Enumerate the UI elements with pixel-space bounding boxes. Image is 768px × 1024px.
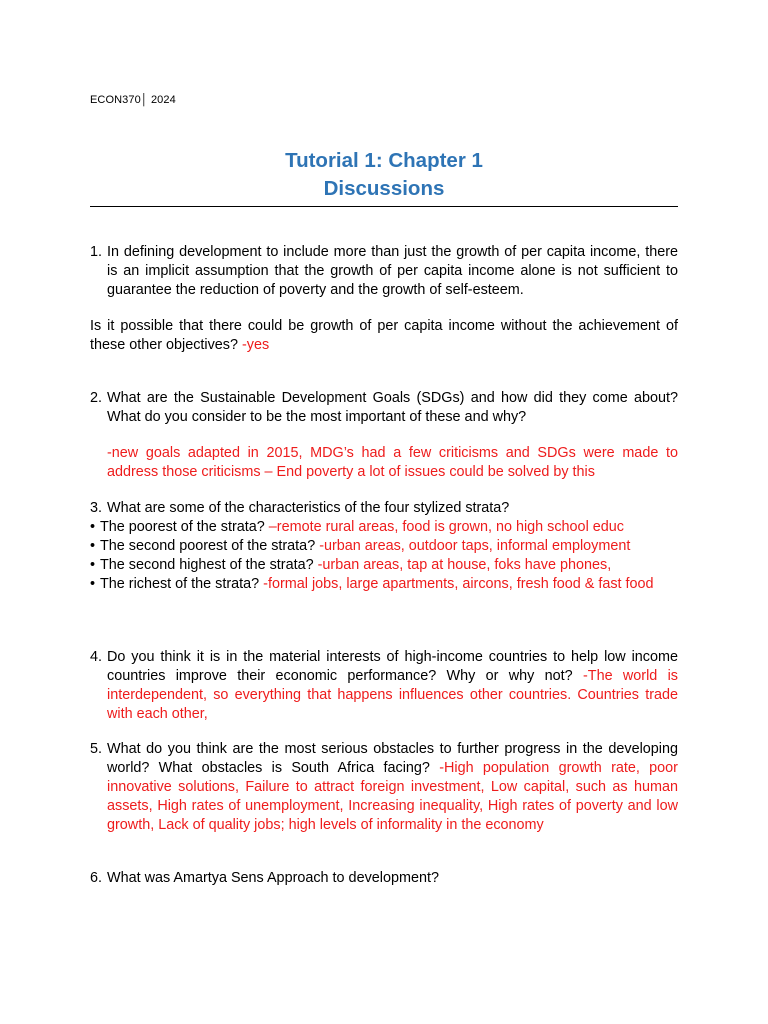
question-3-item — [90, 499, 678, 518]
question-5 — [90, 740, 678, 835]
question-text-with-answer — [107, 648, 678, 724]
question-number: 5. — [90, 741, 103, 757]
strata-bullet-4 — [90, 575, 678, 594]
question-2-answer — [107, 444, 678, 482]
question-2-item — [90, 389, 678, 427]
strata-bullet-1 — [90, 518, 678, 537]
question-text: In defining development to include more than just the growth of per capita income, there is an implicit assumption that the growth of per capita income alone is not sufficient to guarantee the reduction of poverty and the growth of self-esteem. — [107, 244, 678, 298]
bullet-answer: -urban areas, outdoor taps, informal employment — [315, 538, 631, 554]
question-3 — [90, 499, 678, 594]
question-text-with-answer — [107, 740, 678, 835]
question-1-item — [90, 243, 678, 300]
followup-text: Is it possible that there could be growth of per capita income without the achievement of these other objectives? — [90, 318, 678, 353]
answer-text: -High population growth rate, poor innovative solutions, Failure to attract foreign investment, Low capital, such as human assets, High rates of unemployment, Increasing inequality, High rates of poverty and low growth, Lack of quality jobs; high levels of informality in the economy — [107, 760, 678, 833]
question-text: What are some of the characteristics of the four stylized strata? — [107, 500, 510, 516]
answer-text: -new goals adapted in 2015, MDG’s had a few criticisms and SDGs were made to address those criticisms – End poverty a lot of issues could be solved by this — [107, 445, 678, 480]
bullet-icon: • — [90, 538, 96, 554]
course-code: ECON370│ 2024 — [90, 94, 176, 106]
question-text: What are the Sustainable Development Goals (SDGs) and how did they come about? What do you consider to be the most important of these and why? — [107, 390, 678, 425]
question-text: What do you think are the most serious obstacles to further progress in the developing world? What obstacles is South Africa facing? — [107, 741, 678, 776]
page-title-line-2: Discussions — [323, 177, 445, 200]
bullet-icon: • — [90, 576, 96, 592]
question-text: Do you think it is in the material interests of high-income countries to help low income countries improve their economic performance? Why or why not? — [107, 649, 678, 684]
bullet-question: The poorest of the strata? — [100, 519, 265, 535]
question-6-item — [90, 869, 678, 888]
question-number: 4. — [90, 649, 103, 665]
bullet-answer: -urban areas, tap at house, foks have phones, — [313, 557, 612, 573]
answer-text: -yes — [238, 337, 270, 353]
bullet-answer: –remote rural areas, food is grown, no high school educ — [264, 519, 624, 535]
strata-bullet-3 — [90, 556, 678, 575]
question-5-item — [90, 740, 678, 835]
bullet-text — [100, 537, 678, 556]
answer-text: -The world is interdependent, so everything that happens influences other countries. Countries trade with each other, — [107, 668, 678, 722]
page-title-line-1: Tutorial 1: Chapter 1 — [285, 149, 483, 172]
question-number: 1. — [90, 244, 103, 260]
bullet-answer: -formal jobs, large apartments, aircons, fresh food & fast food — [259, 576, 654, 592]
bullet-text — [100, 575, 678, 594]
question-4 — [90, 648, 678, 724]
question-number: 2. — [90, 390, 103, 406]
bullet-question: The richest of the strata? — [100, 576, 260, 592]
title-divider — [90, 206, 678, 207]
question-4-item — [90, 648, 678, 724]
bullet-question: The second poorest of the strata? — [100, 538, 316, 554]
bullet-text — [100, 518, 678, 537]
bullet-icon: • — [90, 557, 96, 573]
question-number: 6. — [90, 870, 103, 886]
question-1-followup — [90, 317, 678, 355]
bullet-icon: • — [90, 519, 96, 535]
bullet-question: The second highest of the strata? — [100, 557, 314, 573]
question-text: What was Amartya Sens Approach to development? — [107, 870, 439, 886]
question-2 — [90, 389, 678, 427]
strata-bullet-2 — [90, 537, 678, 556]
question-6 — [90, 869, 678, 888]
question-number: 3. — [90, 500, 103, 516]
bullet-text — [100, 556, 678, 575]
question-1 — [90, 243, 678, 300]
